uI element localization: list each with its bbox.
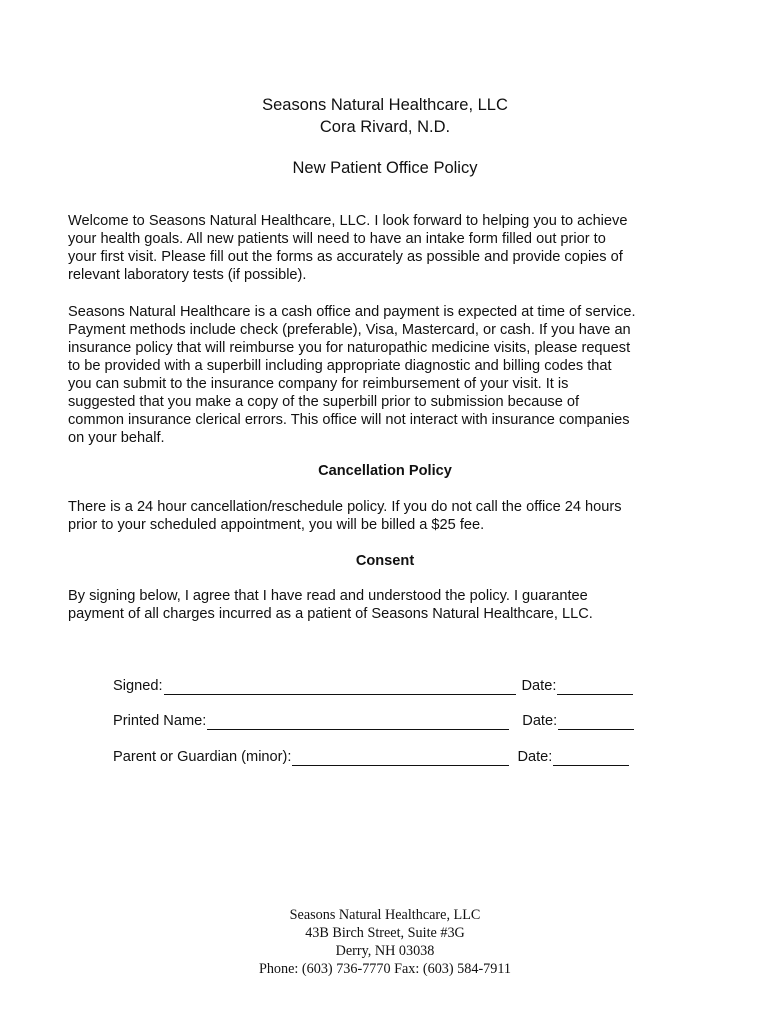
consent-paragraph <box>68 587 708 623</box>
text-line: Payment methods include check (preferable), Visa, Mastercard, or cash. If you have an <box>68 322 631 338</box>
footer-contact: Phone: (603) 736-7770 Fax: (603) 584-7911 <box>258 961 512 977</box>
welcome-paragraph <box>68 212 708 284</box>
date-label: Date: <box>521 678 557 694</box>
consent-heading: Consent <box>355 553 415 569</box>
doctor-name: Cora Rivard, N.D. <box>319 118 451 136</box>
text-line: insurance policy that will reimburse you for naturopathic medicine visits, please request <box>68 340 631 356</box>
company-name: Seasons Natural Healthcare, LLC <box>262 96 508 114</box>
date-label: Date: <box>522 713 558 729</box>
text-line: suggested that you make a copy of the superbill prior to submission because of <box>68 394 580 410</box>
printed-name-line[interactable] <box>207 715 509 730</box>
date-line[interactable] <box>558 715 634 730</box>
payment-paragraph <box>68 303 708 447</box>
signature-line[interactable] <box>164 680 516 695</box>
date-label: Date: <box>517 749 553 765</box>
text-line: your first visit. Please fill out the forms as accurately as possible and provide copies of <box>68 249 623 265</box>
cancellation-paragraph <box>68 498 708 534</box>
text-line: your health goals. All new patients will need to have an intake form filled out prior to <box>68 231 606 247</box>
guardian-row <box>113 748 673 766</box>
signed-label: Signed: <box>113 678 163 694</box>
printed-name-row <box>113 712 673 730</box>
text-line: Seasons Natural Healthcare is a cash office and payment is expected at time of service. <box>68 304 636 320</box>
text-line: common insurance clerical errors. This office will not interact with insurance companies <box>68 412 630 428</box>
text-line: to be provided with a superbill including appropriate diagnostic and billing codes that <box>68 358 612 374</box>
cancellation-heading: Cancellation Policy <box>318 463 452 479</box>
text-line: payment of all charges incurred as a patient of Seasons Natural Healthcare, LLC. <box>68 606 593 622</box>
document-footer <box>0 906 770 978</box>
text-line: There is a 24 hour cancellation/reschedule policy. If you do not call the office 24 hours <box>68 499 622 515</box>
printed-name-label: Printed Name: <box>113 713 207 729</box>
document-header <box>0 94 770 179</box>
text-line: Welcome to Seasons Natural Healthcare, LLC. I look forward to helping you to achieve <box>68 213 628 229</box>
text-line: relevant laboratory tests (if possible). <box>68 267 307 283</box>
date-line[interactable] <box>557 680 633 695</box>
text-line: on your behalf. <box>68 430 165 446</box>
text-line: prior to your scheduled appointment, you will be billed a $25 fee. <box>68 517 485 533</box>
guardian-label: Parent or Guardian (minor): <box>113 749 292 765</box>
text-line: you can submit to the insurance company for reimbursement of your visit. It is <box>68 376 569 392</box>
date-line[interactable] <box>553 751 629 766</box>
document-title: New Patient Office Policy <box>292 159 478 177</box>
guardian-line[interactable] <box>292 751 509 766</box>
footer-address: 43B Birch Street, Suite #3G <box>305 925 465 941</box>
footer-company: Seasons Natural Healthcare, LLC <box>289 907 481 923</box>
footer-city: Derry, NH 03038 <box>335 943 435 959</box>
text-line: By signing below, I agree that I have read and understood the policy. I guarantee <box>68 588 588 604</box>
signed-row <box>113 677 673 695</box>
